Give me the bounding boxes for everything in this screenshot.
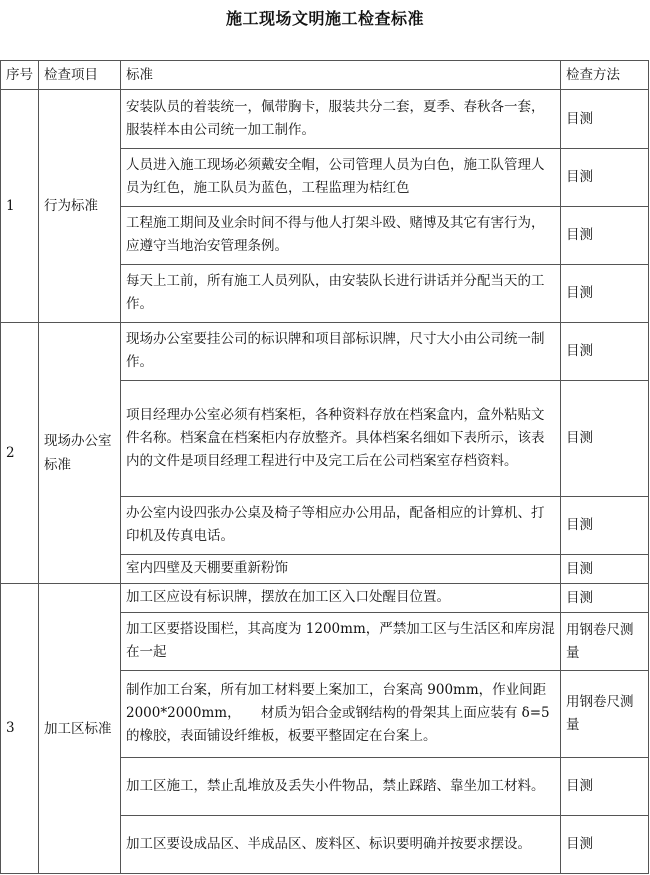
page-title: 施工现场文明施工检查标准 <box>225 9 424 28</box>
method-cell: 目测 <box>561 265 649 323</box>
method-cell: 目测 <box>561 90 649 149</box>
standard-cell: 加工区要设成品区、半成品区、废料区、标识要明确并按要求摆设。 <box>121 816 561 874</box>
table-row <box>1 90 649 149</box>
method-cell: 目测 <box>561 584 649 613</box>
standard-cell: 项目经理办公室必须有档案柜，各种资料存放在档案盒内，盒外粘贴文件名称。档案盒在档案柜内存放整齐。具体档案名细如下表所示，该表内的文件是项目经理工程进行中及完工后在公司档案室存档资料。 <box>121 381 561 497</box>
standard-cell: 工程施工期间及业余时间不得与他人打架斗殴、赌博及其它有害行为，应遵守当地治安管理条例。 <box>121 207 561 265</box>
table-header-row <box>1 61 649 90</box>
group-seq: 2 <box>1 323 39 584</box>
standard-cell: 制作加工台案，所有加工材料要上案加工，台案高 900mm，作业间距 2000*2000mm， 材质为铝合金或钢结构的骨架其上面应装有 δ=5 的橡胶，表面铺设纤维板，板要平整固定在台案上。 <box>121 671 561 758</box>
method-cell: 目测 <box>561 816 649 874</box>
group-seq: 3 <box>1 584 39 874</box>
standard-cell: 加工区应设有标识牌，摆放在加工区入口处醒目位置。 <box>121 584 561 613</box>
method-cell: 用钢卷尺测量 <box>561 613 649 671</box>
method-cell: 目测 <box>561 497 649 555</box>
method-cell: 目测 <box>561 381 649 497</box>
header-seq: 序号 <box>1 61 39 90</box>
header-item: 检查项目 <box>39 61 121 90</box>
method-cell: 用钢卷尺测量 <box>561 671 649 758</box>
standard-cell: 每天上工前，所有施工人员列队，由安装队长进行讲话并分配当天的工作。 <box>121 265 561 323</box>
header-method: 检查方法 <box>561 61 649 90</box>
standard-cell: 人员进入施工现场必须戴安全帽，公司管理人员为白色，施工队管理人员为红色，施工队员为蓝色，工程监理为桔红色 <box>121 149 561 207</box>
standard-cell: 加工区施工，禁止乱堆放及丢失小件物品，禁止踩踏、靠坐加工材料。 <box>121 758 561 816</box>
group-seq: 1 <box>1 90 39 323</box>
standard-cell: 加工区要搭设围栏，其高度为 1200mm，严禁加工区与生活区和库房混在一起 <box>121 613 561 671</box>
group-item: 加工区标准 <box>39 584 121 874</box>
table-row <box>1 323 649 381</box>
inspection-table <box>0 60 649 874</box>
standard-cell: 办公室内设四张办公桌及椅子等相应办公用品，配备相应的计算机、打印机及传真电话。 <box>121 497 561 555</box>
method-cell: 目测 <box>561 758 649 816</box>
group-item: 现场办公室标准 <box>39 323 121 584</box>
method-cell: 目测 <box>561 555 649 584</box>
method-cell: 目测 <box>561 207 649 265</box>
method-cell: 目测 <box>561 323 649 381</box>
method-cell: 目测 <box>561 149 649 207</box>
group-item: 行为标准 <box>39 90 121 323</box>
standard-cell: 室内四壁及天棚要重新粉饰 <box>121 555 561 584</box>
table-row <box>1 584 649 613</box>
standard-cell: 安装队员的着装统一，佩带胸卡，服装共分二套，夏季、春秋各一套，服装样本由公司统一加工制作。 <box>121 90 561 149</box>
header-standard: 标准 <box>121 61 561 90</box>
standard-cell: 现场办公室要挂公司的标识牌和项目部标识牌，尺寸大小由公司统一制作。 <box>121 323 561 381</box>
